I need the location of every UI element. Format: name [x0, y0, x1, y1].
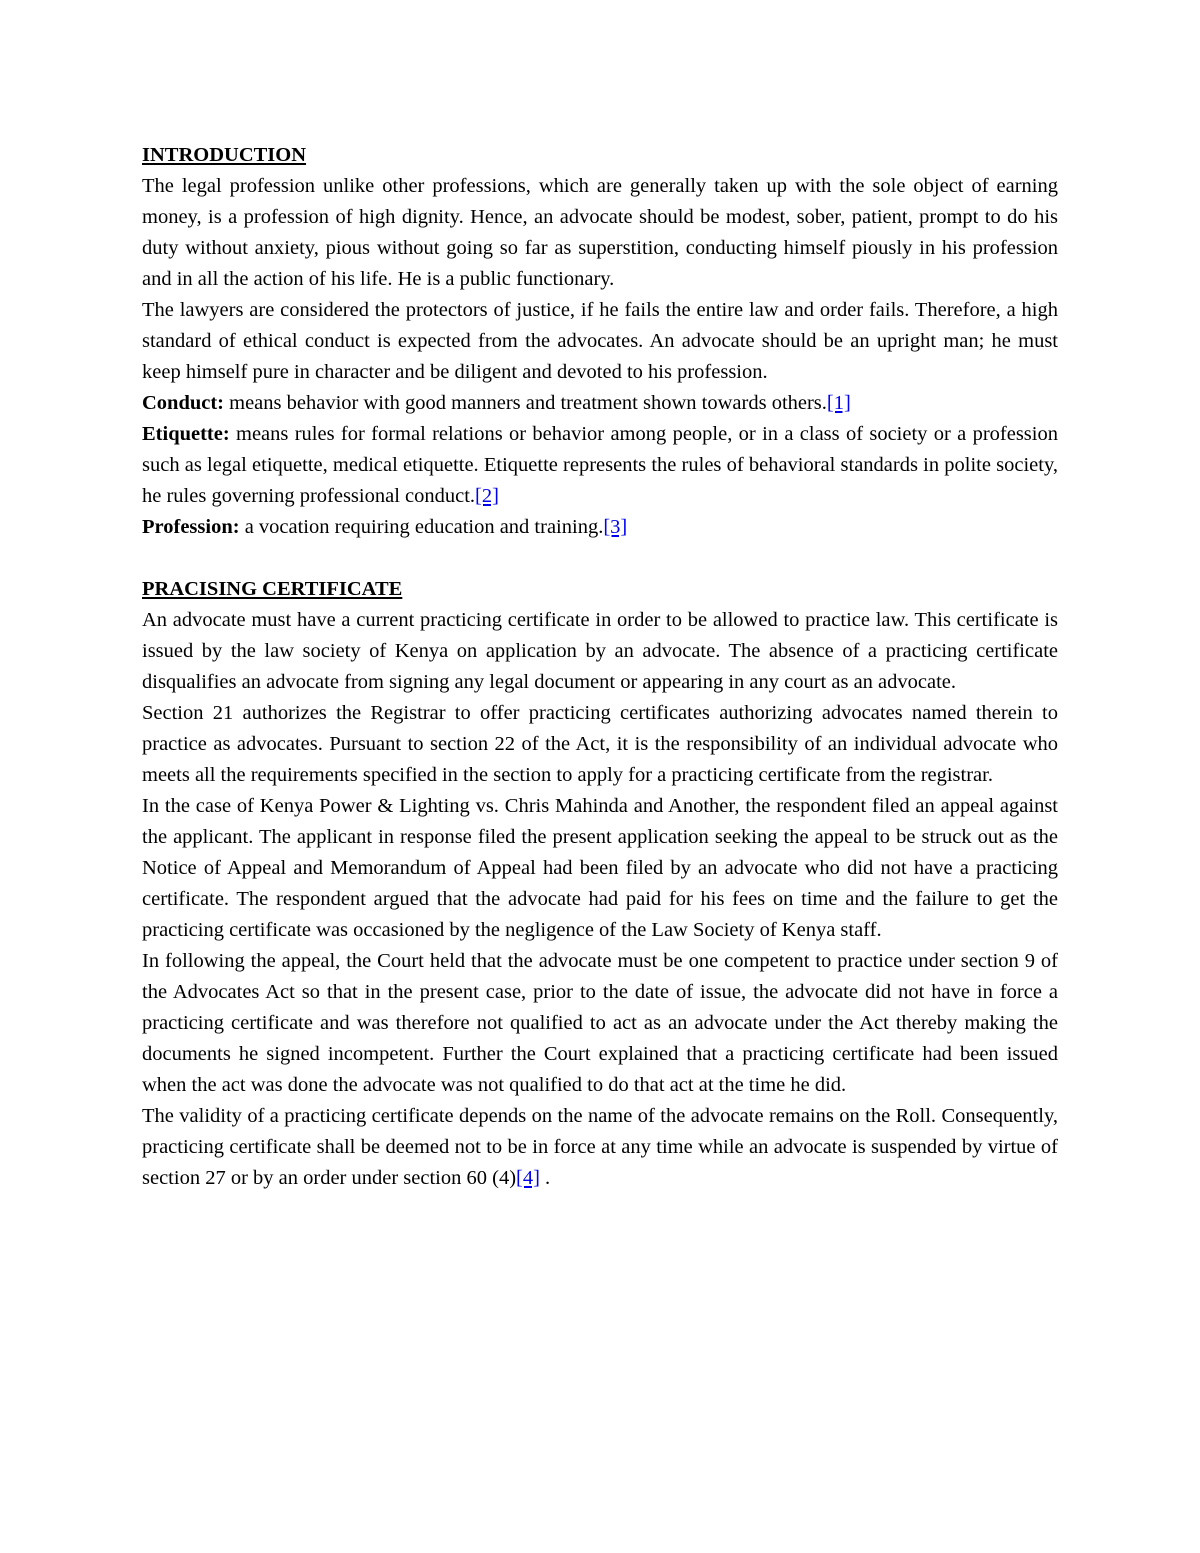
document-page	[142, 140, 1058, 1194]
definition-text: a vocation requiring education and training.	[239, 516, 604, 538]
certificate-paragraph-5	[142, 1101, 1058, 1194]
definition-term: Etiquette:	[142, 423, 230, 445]
definition-term: Profession:	[142, 516, 240, 538]
definition-conduct	[142, 388, 1058, 419]
paragraph-text: The validity of a practicing certificate depends on the name of the advocate remains on the Roll. Consequently, practicing certificate shall be deemed not to be in force at any time while an advocate is suspended by virtue of section 27 or by an order under section 60 (4)	[142, 1105, 1058, 1189]
definition-term: Conduct:	[142, 392, 225, 414]
definition-profession	[142, 512, 1058, 543]
certificate-heading: PRACISING CERTIFICATE	[142, 578, 403, 600]
certificate-paragraph-1: An advocate must have a current practicing certificate in order to be allowed to practice law. This certificate is issued by the law society of Kenya on application by an advocate. The absence of a practicing certificate disqualifies an advocate from signing any legal document or appearing in any court as an advocate.	[142, 609, 1058, 693]
certificate-paragraph-2: Section 21 authorizes the Registrar to offer practicing certificates authorizing advocates named therein to practice as advocates. Pursuant to section 22 of the Act, it is the responsibility of an individual advocate who meets all the requirements specified in the section to apply for a practicing certificate from the registrar.	[142, 702, 1058, 786]
paragraph-tail: .	[539, 1167, 551, 1189]
introduction-heading: INTRODUCTION	[142, 144, 307, 166]
section-spacer	[142, 543, 1058, 574]
footnote-link-3[interactable]: [3]	[603, 516, 628, 538]
certificate-paragraph-3: In the case of Kenya Power & Lighting vs. Chris Mahinda and Another, the respondent filed an appeal against the applicant. The applicant in response filed the present application seeking the appeal to be struck out as the Notice of Appeal and Memorandum of Appeal had been filed by an advocate who did not have a practicing certificate. The respondent argued that the advocate had paid for his fees on time and the failure to get the practicing certificate was occasioned by the negligence of the Law Society of Kenya staff.	[142, 795, 1058, 941]
certificate-paragraph-4: In following the appeal, the Court held that the advocate must be one competent to practice under section 9 of the Advocates Act so that in the present case, prior to the date of issue, the advocate did not have in force a practicing certificate and was therefore not qualified to act as an advocate under the Act thereby making the documents he signed incompetent. Further the Court explained that a practicing certificate had been issued when the act was done the advocate was not qualified to do that act at the time he did.	[142, 950, 1058, 1096]
definition-etiquette	[142, 419, 1058, 512]
definition-text: means behavior with good manners and treatment shown towards others.	[224, 392, 827, 414]
intro-paragraph-1: The legal profession unlike other professions, which are generally taken up with the sole object of earning money, is a profession of high dignity. Hence, an advocate should be modest, sober, patient, prompt to do his duty without anxiety, pious without going so far as superstition, conducting himself piously in his profession and in all the action of his life. He is a public functionary.	[142, 175, 1058, 290]
footnote-link-2[interactable]: [2]	[475, 485, 499, 507]
footnote-link-4[interactable]: [4]	[516, 1167, 540, 1189]
footnote-link-1[interactable]: [1]	[826, 392, 851, 414]
intro-paragraph-2: The lawyers are considered the protectors of justice, if he fails the entire law and order fails. Therefore, a high standard of ethical conduct is expected from the advocates. An advocate should be an upright man; he must keep himself pure in character and be diligent and devoted to his profession.	[142, 299, 1058, 383]
definition-text: means rules for formal relations or behavior among people, or in a class of society or a profession such as legal etiquette, medical etiquette. Etiquette represents the rules of behavioral standards in polite society, he rules governing professional conduct.	[142, 423, 1058, 507]
